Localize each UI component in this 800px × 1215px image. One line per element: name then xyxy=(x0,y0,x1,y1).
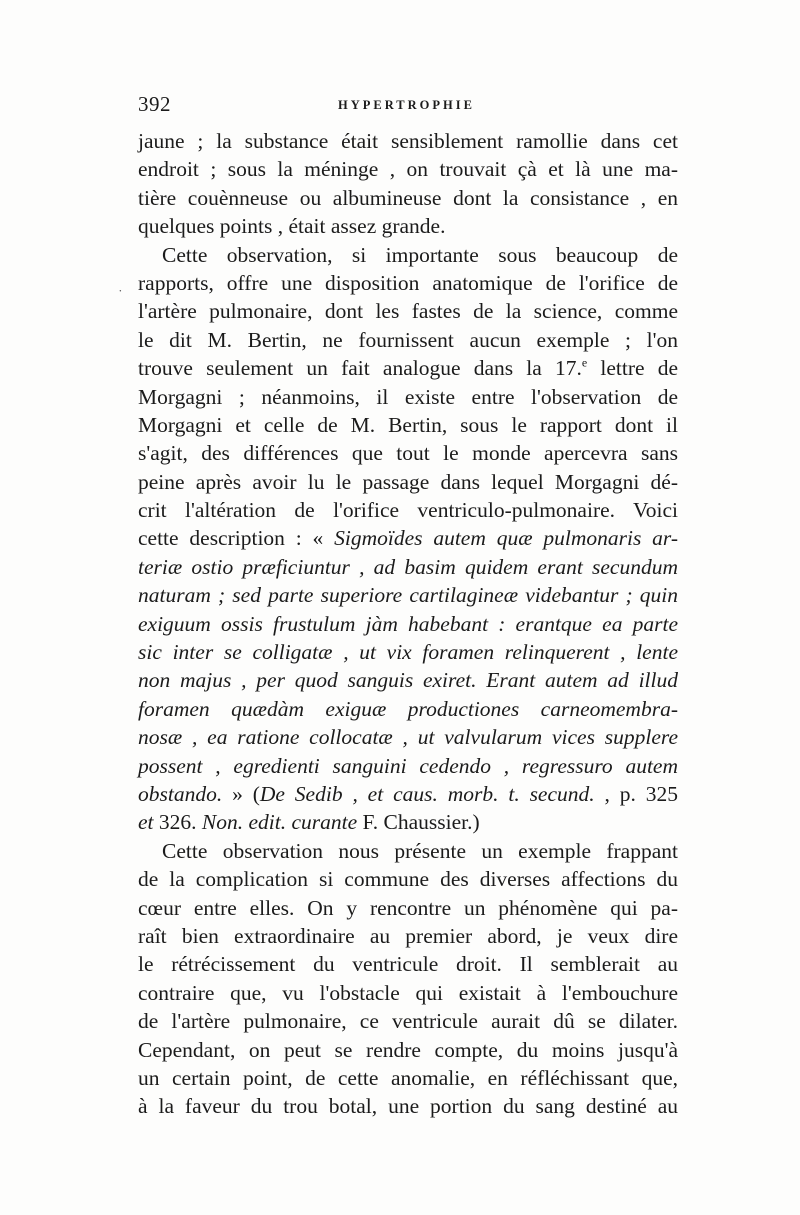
text-line xyxy=(138,241,678,269)
text-line xyxy=(138,922,678,950)
text-line xyxy=(138,1064,678,1092)
text-run: teriæ ostio præficiuntur , ad basim quidem erant secundum xyxy=(138,554,678,579)
text-run: le rétrécissement du ventricule droit. Il semblerait au xyxy=(138,952,678,977)
text-run: peine après avoir lu le passage dans lequel Morgagni dé- xyxy=(138,469,678,494)
text-run: non majus , per quod sanguis exiret. Erant autem ad illud xyxy=(138,668,678,693)
text-line xyxy=(138,297,678,325)
text-run: et xyxy=(138,810,154,835)
text-line xyxy=(138,496,678,524)
page-header xyxy=(138,92,678,122)
text-run: jaune ; la substance était sensiblement ramollie dans cet xyxy=(138,129,678,153)
text-line xyxy=(138,127,678,155)
text-run: possent , egredienti sanguini cedendo , regressuro autem xyxy=(138,753,678,778)
text-line xyxy=(138,950,678,978)
text-line xyxy=(138,524,678,552)
text-run: 326. xyxy=(153,810,202,835)
text-line xyxy=(138,1092,678,1120)
text-run: obstando. xyxy=(138,781,223,806)
text-run: contraire que, vu l'obstacle qui existait à l'embouchure xyxy=(138,980,678,1005)
text-line xyxy=(138,780,678,808)
margin-mark: ˙ xyxy=(118,288,123,303)
text-run: lettre de xyxy=(587,356,678,381)
text-run: un certain point, de cette anomalie, en réfléchissant que, xyxy=(138,1065,678,1090)
text-run: rapports, offre une disposition anatomique de l'orifice de xyxy=(138,270,678,295)
text-line xyxy=(138,894,678,922)
text-run: » ( xyxy=(222,781,260,806)
text-run: sic inter se colligatæ , ut vix foramen relinquerent , lente xyxy=(138,640,678,665)
page-number: 392 xyxy=(138,92,171,116)
text-line xyxy=(138,411,678,439)
text-run: Sigmoïdes autem quæ pulmonaris ar- xyxy=(334,526,678,551)
text-run: cœur entre elles. On y rencontre un phénomène qui pa- xyxy=(138,895,678,920)
text-run: tière couènneuse ou albumineuse dont la consistance , en xyxy=(138,185,678,210)
text-run: Morgagni et celle de M. Bertin, sous le rapport dont il xyxy=(138,412,678,437)
text-run: e xyxy=(581,355,588,370)
text-line xyxy=(138,610,678,638)
text-run: Cependant, on peut se rendre compte, du moins jusqu'à xyxy=(138,1037,678,1062)
text-run: s'agit, des différences que tout le monde apercevra sans xyxy=(138,441,678,466)
text-run: quelques points , était assez grande. xyxy=(138,214,446,239)
text-line xyxy=(138,695,678,723)
text-run: naturam ; sed parte superiore cartilagineæ videbantur ; quin xyxy=(138,583,678,608)
text-line xyxy=(138,808,678,836)
text-line xyxy=(138,865,678,893)
text-run: Morgagni ; néanmoins, il existe entre l'observation de xyxy=(138,384,678,409)
text-line xyxy=(138,269,678,297)
text-run: nosæ , ea ratione collocatæ , ut valvularum vices supplere xyxy=(138,725,678,750)
text-line xyxy=(138,638,678,666)
text-run: crit l'altération de l'orifice ventriculo-pulmonaire. Voici xyxy=(138,498,678,523)
text-run: Cette observation nous présente un exemple frappant xyxy=(162,838,678,863)
text-run: F. Chaussier.) xyxy=(357,810,480,835)
text-line xyxy=(138,155,678,183)
text-run: foramen quædàm exiguæ productiones carneomembra- xyxy=(138,696,678,721)
text-line xyxy=(138,666,678,694)
text-line xyxy=(138,1007,678,1035)
text-line xyxy=(138,439,678,467)
running-head: HYPERTROPHIE xyxy=(338,98,475,112)
text-run: exiguum ossis frustulum jàm habebant : erantque ea parte xyxy=(138,611,678,636)
text-line xyxy=(138,383,678,411)
text-line xyxy=(138,581,678,609)
text-line xyxy=(138,326,678,354)
text-line xyxy=(138,837,678,865)
text-line xyxy=(138,752,678,780)
text-run: raît bien extraordinaire au premier abord, je veux dire xyxy=(138,923,678,948)
text-line xyxy=(138,212,678,240)
text-run: l'artère pulmonaire, dont les fastes de la science, comme xyxy=(138,299,678,324)
text-line xyxy=(138,553,678,581)
text-line xyxy=(138,184,678,212)
text-run: à la faveur du trou botal, une portion du sang destiné au xyxy=(138,1094,678,1119)
text-line xyxy=(138,979,678,1007)
text-run: Non. edit. curante xyxy=(201,810,358,835)
text-run: De Sedib , et caus. morb. t. secund. xyxy=(259,781,595,806)
text-run: de l'artère pulmonaire, ce ventricule aurait dû se dilater. xyxy=(138,1009,678,1034)
body-text xyxy=(138,127,678,1121)
text-line xyxy=(138,723,678,751)
text-run: , p. 325 xyxy=(594,781,679,806)
text-line xyxy=(138,1036,678,1064)
text-run: trouve seulement un fait analogue dans la 17. xyxy=(138,356,582,381)
text-run: le dit M. Bertin, ne fournissent aucun exemple ; l'on xyxy=(138,327,678,352)
text-line xyxy=(138,354,678,382)
text-run: cette description : « xyxy=(138,526,335,551)
text-run: de la complication si commune des diverses affections du xyxy=(138,867,678,892)
text-run: endroit ; sous la méninge , on trouvait çà et là une ma- xyxy=(138,157,678,182)
text-run: Cette observation, si importante sous beaucoup de xyxy=(162,242,678,267)
text-line xyxy=(138,468,678,496)
